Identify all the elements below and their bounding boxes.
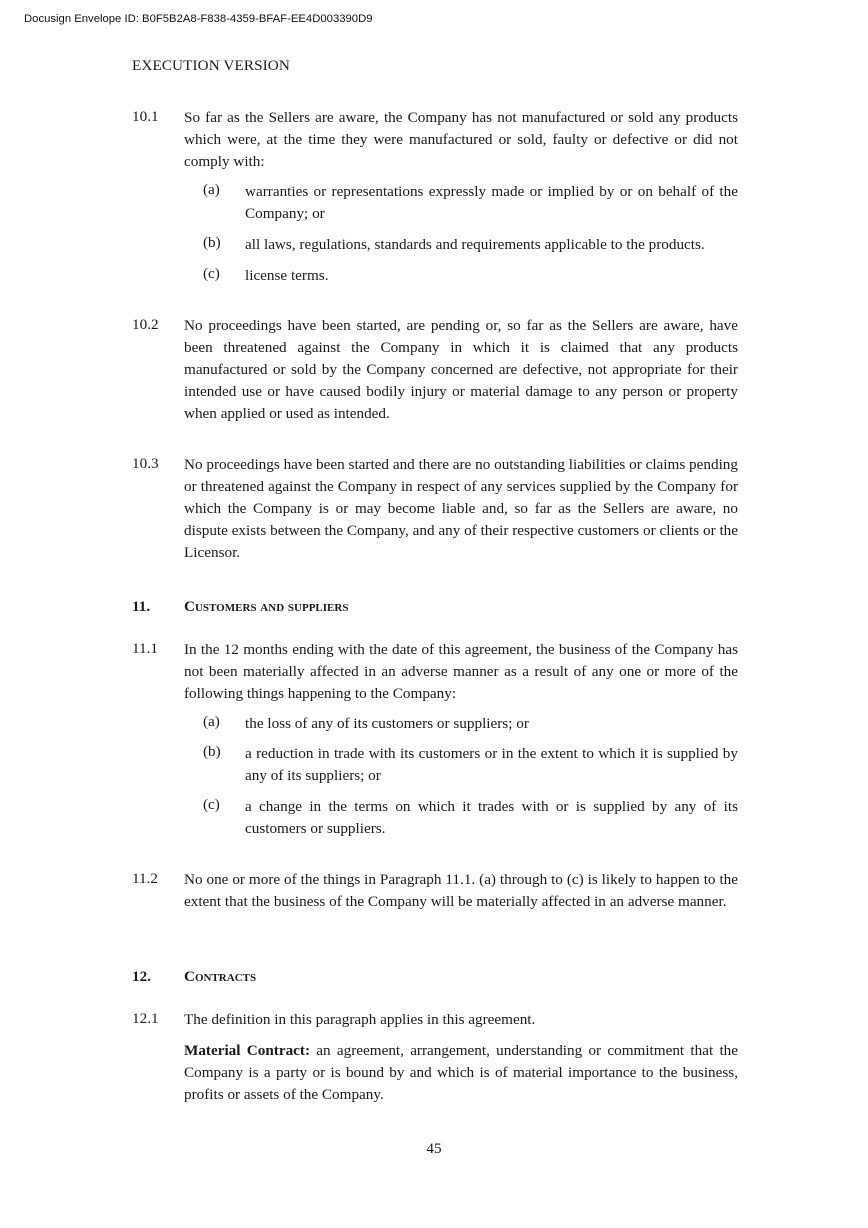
clause-number: 10.2 bbox=[132, 316, 159, 333]
clause-11-1-item-b bbox=[203, 743, 738, 787]
item-text: the loss of any of its customers or suppliers; or bbox=[245, 715, 529, 732]
clause-10-1-item-c bbox=[203, 265, 738, 287]
clause-11-2 bbox=[132, 869, 738, 913]
item-text: a change in the terms on which it trades with or is supplied by any of its customers or suppliers. bbox=[245, 798, 738, 837]
definition-material-contract bbox=[184, 1040, 738, 1106]
clause-text: No proceedings have been started and there are no outstanding liabilities or claims pending or threatened against the Company in respect of any services supplied by the Company for which the Company is or may become liable and, so far as the Sellers are aware, no dispute exists between the Company, and any of their respective customers or clients or the Licensor. bbox=[184, 456, 738, 561]
envelope-id: Docusign Envelope ID: B0F5B2A8-F838-4359-BFAF-EE4D003390D9 bbox=[24, 13, 373, 25]
section-title: Customers and suppliers bbox=[184, 598, 349, 615]
item-label: (a) bbox=[203, 181, 220, 198]
item-text: license terms. bbox=[245, 267, 329, 284]
item-label: (a) bbox=[203, 713, 220, 730]
item-text: a reduction in trade with its customers or in the extent to which it is supplied by any of its suppliers; or bbox=[245, 745, 738, 784]
clause-11-1 bbox=[132, 639, 738, 705]
clause-number: 12.1 bbox=[132, 1010, 159, 1027]
clause-number: 11.2 bbox=[132, 870, 159, 887]
clause-number: 10.1 bbox=[132, 108, 159, 125]
clause-text: No proceedings have been started, are pending or, so far as the Sellers are aware, have been threatened against the Company in which it is claimed that any products manufactured or sold by the Company concerned are defective, not appropriate for their intended use or have caused bodily injury or material damage to any person or property when applied or used as intended. bbox=[184, 317, 738, 422]
definition-term: Material Contract: bbox=[184, 1042, 311, 1059]
clause-10-1 bbox=[132, 107, 738, 173]
clause-text: The definition in this paragraph applies in this agreement. bbox=[184, 1011, 536, 1028]
clause-10-1-item-a bbox=[203, 181, 738, 225]
clause-text: So far as the Sellers are aware, the Company has not manufactured or sold any products which were, at the time they were manufactured or sold, faulty or defective or did not comply with: bbox=[184, 109, 738, 170]
item-label: (c) bbox=[203, 265, 220, 282]
clause-10-2 bbox=[132, 315, 738, 425]
clause-11-1-item-a bbox=[203, 713, 738, 735]
execution-version-label: EXECUTION VERSION bbox=[132, 57, 290, 74]
clause-10-3 bbox=[132, 454, 738, 564]
section-number: 11. bbox=[132, 598, 151, 615]
clause-text: No one or more of the things in Paragraph 11.1. (a) through to (c) is likely to happen to the extent that the business of the Company will be materially affected in an adverse manner. bbox=[184, 871, 738, 910]
definition-text: an agreement, arrangement, understanding or commitment that the Company is a party or is bound by and which is of material importance to the business, profits or assets of the Company. bbox=[184, 1042, 738, 1103]
clause-10-1-item-b bbox=[203, 234, 738, 256]
item-label: (c) bbox=[203, 796, 220, 813]
item-label: (b) bbox=[203, 743, 221, 760]
item-text: all laws, regulations, standards and requirements applicable to the products. bbox=[245, 236, 705, 253]
page-number: 45 bbox=[426, 1140, 442, 1157]
clause-11-1-item-c bbox=[203, 796, 738, 840]
clause-number: 11.1 bbox=[132, 640, 159, 657]
section-number: 12. bbox=[132, 968, 151, 985]
item-label: (b) bbox=[203, 234, 221, 251]
section-title: Contracts bbox=[184, 968, 257, 985]
clause-number: 10.3 bbox=[132, 455, 159, 472]
clause-12-1 bbox=[132, 1009, 738, 1031]
clause-text: In the 12 months ending with the date of this agreement, the business of the Company has not been materially affected in an adverse manner as a result of any one or more of the following things happening to the Company: bbox=[184, 641, 738, 702]
item-text: warranties or representations expressly made or implied by or on behalf of the Company; or bbox=[245, 183, 738, 222]
